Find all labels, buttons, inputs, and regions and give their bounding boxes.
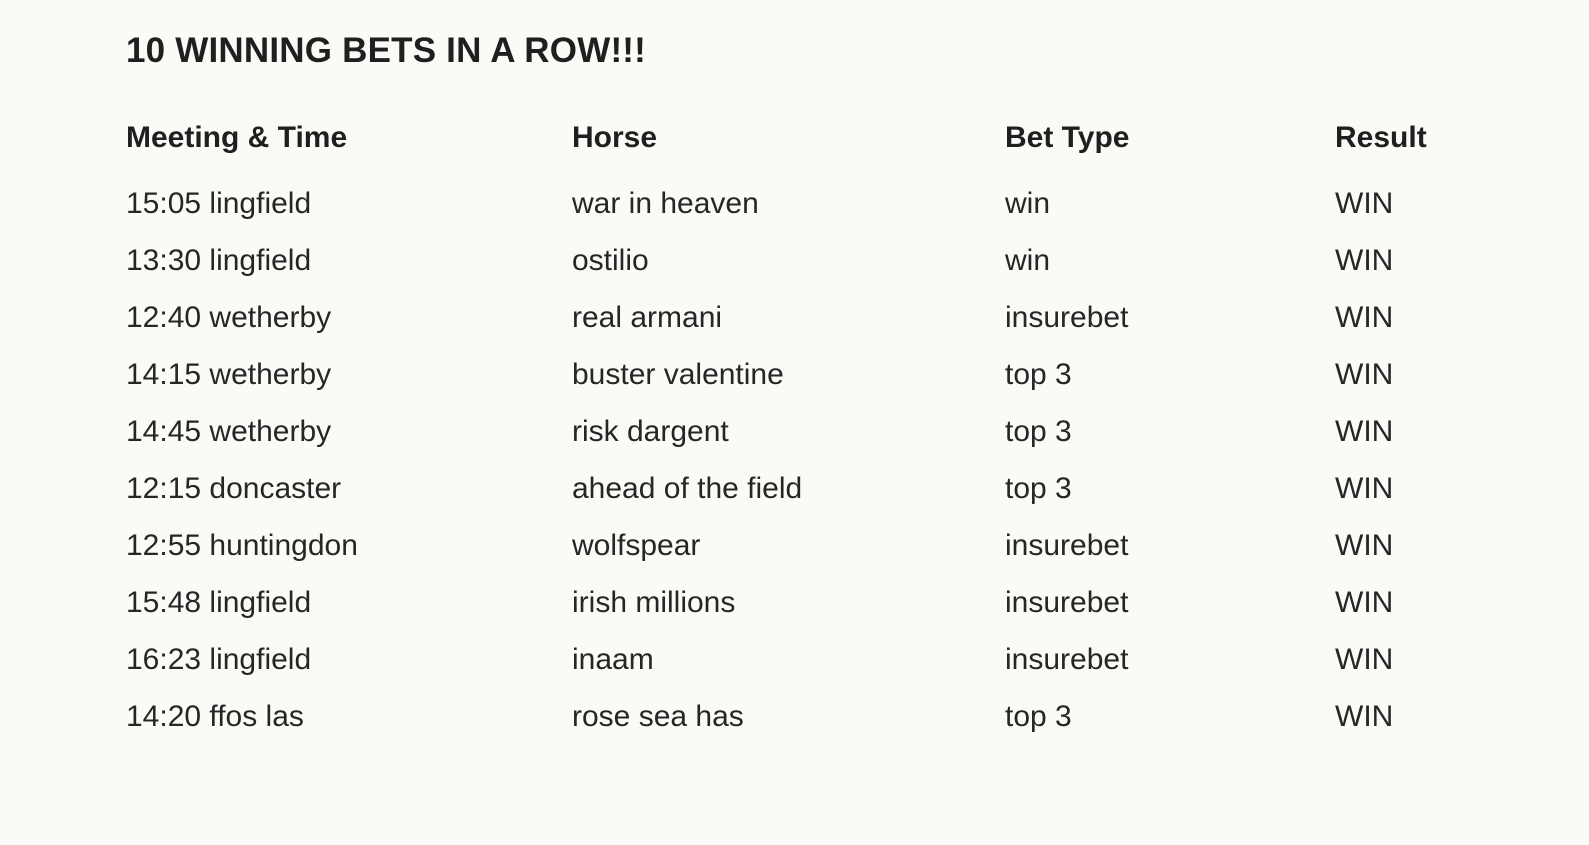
cell-result: WIN	[1335, 529, 1394, 562]
cell-meeting: 15:05 lingfield	[126, 187, 312, 220]
table-row	[126, 463, 1496, 520]
bets-table	[126, 120, 1496, 748]
table-body	[126, 178, 1496, 748]
cell-meeting: 12:55 huntingdon	[126, 529, 358, 562]
cell-horse: war in heaven	[572, 187, 759, 220]
cell-horse: ostilio	[572, 244, 649, 277]
table-header	[126, 120, 1496, 178]
cell-meeting: 16:23 lingfield	[126, 643, 312, 676]
cell-meeting: 12:15 doncaster	[126, 472, 342, 505]
cell-horse: ahead of the field	[572, 472, 803, 505]
cell-result: WIN	[1335, 472, 1394, 505]
table-row	[126, 235, 1496, 292]
cell-bet-type: insurebet	[1005, 586, 1129, 619]
cell-bet-type: insurebet	[1005, 643, 1129, 676]
cell-bet-type: top 3	[1005, 472, 1072, 505]
table-row	[126, 292, 1496, 349]
table-row	[126, 691, 1496, 748]
cell-horse: real armani	[572, 301, 723, 334]
cell-bet-type: win	[1005, 187, 1051, 220]
cell-result: WIN	[1335, 643, 1394, 676]
cell-result: WIN	[1335, 187, 1394, 220]
cell-result: WIN	[1335, 700, 1394, 733]
column-header-bet-type: Bet Type	[1005, 121, 1130, 154]
table-header-row	[126, 120, 1496, 178]
table-row	[126, 349, 1496, 406]
cell-horse: irish millions	[572, 586, 736, 619]
cell-bet-type: win	[1005, 244, 1051, 277]
cell-horse: wolfspear	[572, 529, 701, 562]
page-title: 10 WINNING BETS IN A ROW!!!	[126, 31, 647, 70]
column-header-meeting: Meeting & Time	[126, 121, 348, 154]
cell-horse: risk dargent	[572, 415, 729, 448]
cell-result: WIN	[1335, 358, 1394, 391]
column-header-result: Result	[1335, 121, 1427, 154]
column-header-horse: Horse	[572, 121, 658, 154]
cell-meeting: 12:40 wetherby	[126, 301, 332, 334]
cell-meeting: 14:45 wetherby	[126, 415, 332, 448]
cell-result: WIN	[1335, 586, 1394, 619]
cell-meeting: 13:30 lingfield	[126, 244, 312, 277]
cell-horse: inaam	[572, 643, 654, 676]
cell-bet-type: top 3	[1005, 358, 1072, 391]
cell-bet-type: insurebet	[1005, 529, 1129, 562]
cell-horse: buster valentine	[572, 358, 784, 391]
cell-meeting: 14:20 ffos las	[126, 700, 304, 733]
table-row	[126, 577, 1496, 634]
cell-bet-type: top 3	[1005, 700, 1072, 733]
table-row	[126, 406, 1496, 463]
cell-result: WIN	[1335, 415, 1394, 448]
cell-meeting: 15:48 lingfield	[126, 586, 312, 619]
cell-result: WIN	[1335, 244, 1394, 277]
cell-bet-type: insurebet	[1005, 301, 1129, 334]
cell-meeting: 14:15 wetherby	[126, 358, 332, 391]
cell-result: WIN	[1335, 301, 1394, 334]
table-row	[126, 520, 1496, 577]
cell-horse: rose sea has	[572, 700, 744, 733]
cell-bet-type: top 3	[1005, 415, 1072, 448]
table-row	[126, 178, 1496, 235]
table-row	[126, 634, 1496, 691]
